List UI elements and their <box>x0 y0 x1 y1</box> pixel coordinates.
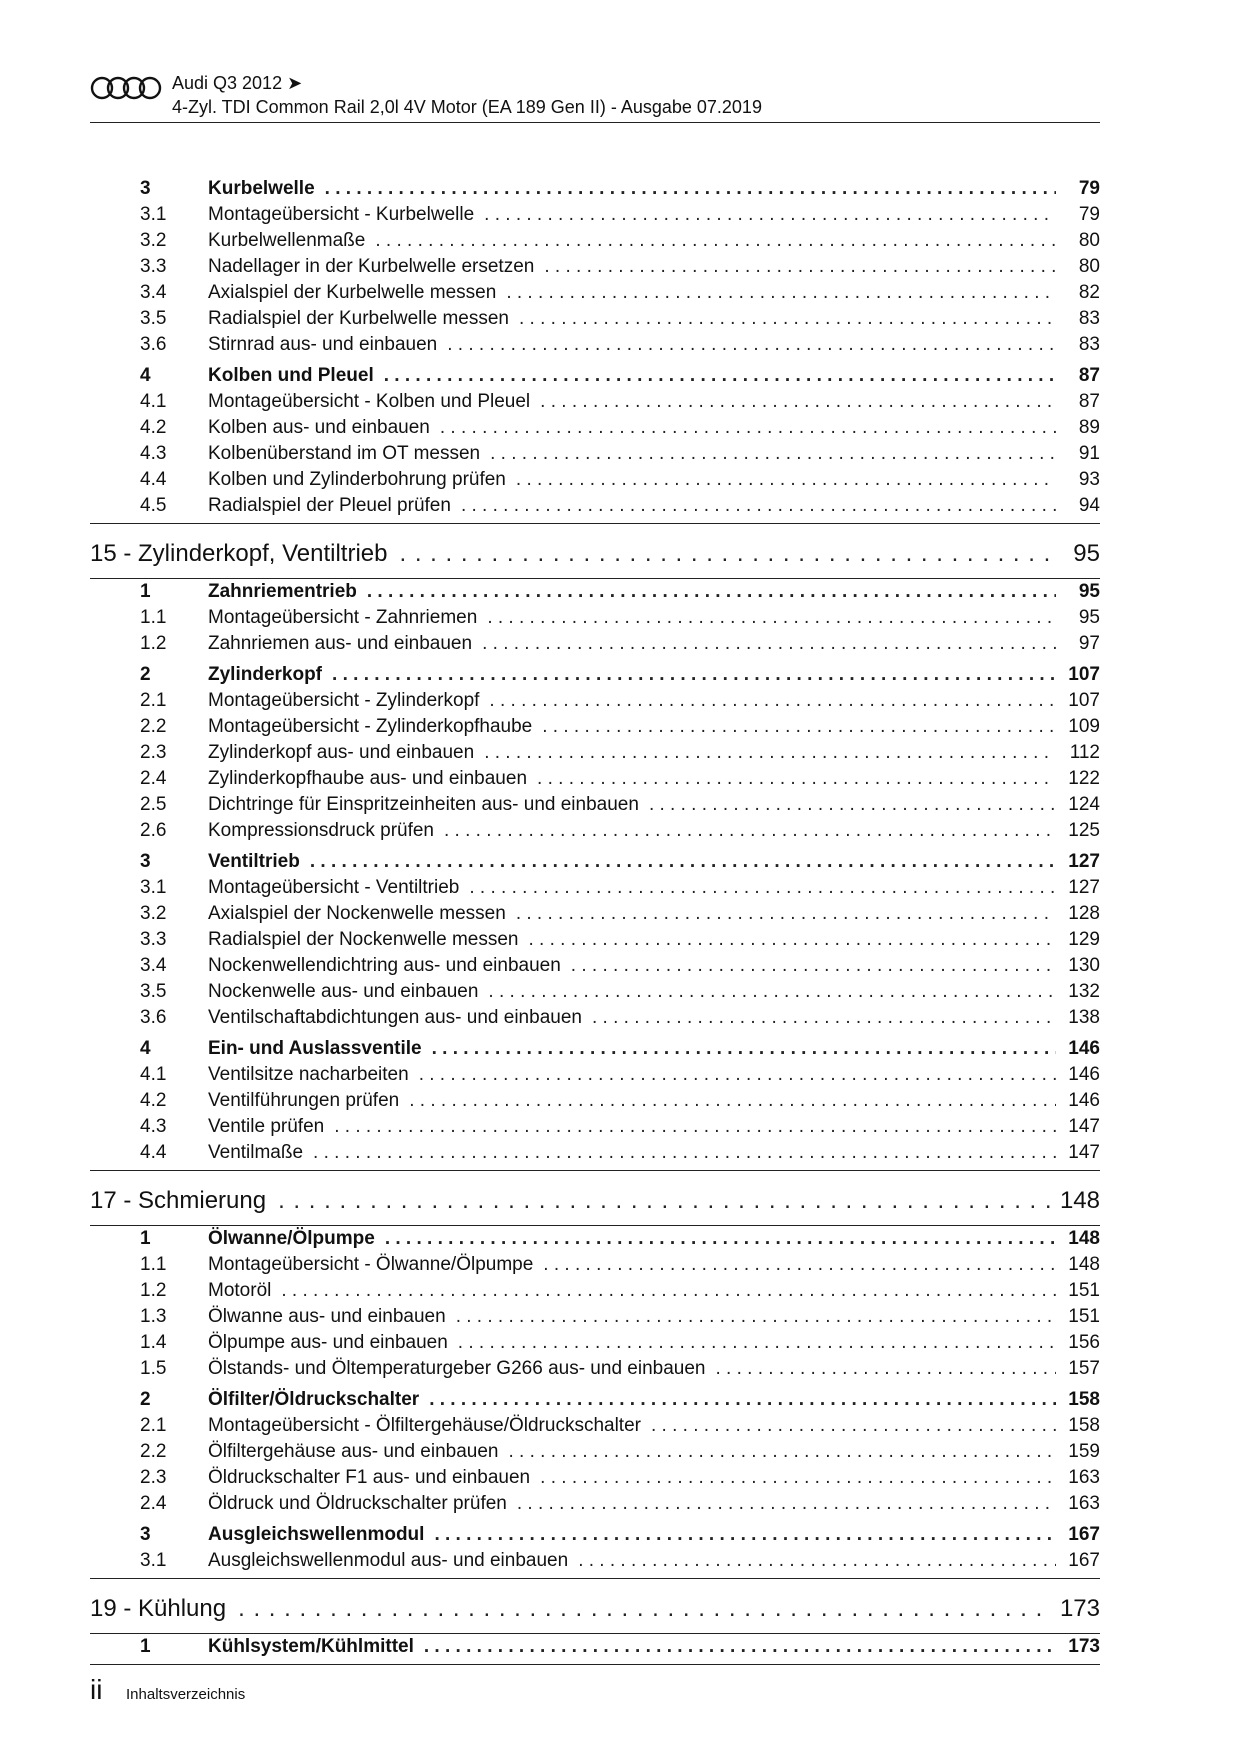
toc-page-number: 80 <box>1078 230 1100 251</box>
toc-leader-dots <box>649 794 1056 816</box>
toc-leader-dots <box>488 981 1056 1003</box>
toc-page-number: 173 <box>1059 1595 1100 1622</box>
toc-number: 1 <box>140 581 151 602</box>
toc-section-ein-und-auslassventile[interactable] <box>90 1038 1100 1064</box>
toc-leader-dots <box>458 1332 1056 1354</box>
toc-entry[interactable] <box>90 1280 1100 1306</box>
toc-number: 1.4 <box>140 1332 167 1353</box>
toc-leader-dots <box>508 1441 1056 1463</box>
toc-title: Zahnriementrieb <box>208 581 357 602</box>
toc-leader-dots <box>537 768 1056 790</box>
toc-number: 4.4 <box>140 1142 167 1163</box>
toc-entry[interactable] <box>90 256 1100 282</box>
toc-title: Montageübersicht - Ölfiltergehäuse/Öldruckschalter <box>208 1415 641 1436</box>
toc-entry[interactable] <box>90 1467 1100 1493</box>
toc-leader-dots <box>375 230 1056 252</box>
toc-page-number: 82 <box>1078 282 1100 303</box>
toc-leader-dots <box>542 716 1056 738</box>
toc-leader-dots <box>313 1142 1056 1164</box>
toc-leader-dots <box>325 178 1056 200</box>
toc-number: 2.1 <box>140 690 167 711</box>
toc-page-number: 159 <box>1068 1441 1100 1462</box>
toc-section-kolben-und-pleuel[interactable] <box>90 365 1100 391</box>
page-header <box>90 72 1100 124</box>
toc-leader-dots <box>334 1116 1056 1138</box>
toc-number: 2.2 <box>140 1441 167 1462</box>
toc-title: Kühlsystem/Kühlmittel <box>208 1636 414 1657</box>
toc-leader-dots <box>506 282 1056 304</box>
toc-leader-dots <box>424 1636 1056 1658</box>
toc-entry[interactable] <box>90 903 1100 929</box>
toc-page-number: 167 <box>1068 1524 1100 1545</box>
toc-title: Radialspiel der Kurbelwelle messen <box>208 308 509 329</box>
toc-number: 3.2 <box>140 903 167 924</box>
toc-number: 3.3 <box>140 929 167 950</box>
toc-entry[interactable] <box>90 1415 1100 1441</box>
toc-title: Ventilmaße <box>208 1142 304 1163</box>
toc-title: Axialspiel der Nockenwelle messen <box>208 903 506 924</box>
toc-chapter-19[interactable] <box>90 1585 1100 1634</box>
toc-page-number: 95 <box>1073 540 1100 567</box>
toc-title: Stirnrad aus- und einbauen <box>208 334 438 355</box>
toc-page-number: 79 <box>1078 178 1100 199</box>
toc-leader-dots <box>543 1254 1056 1276</box>
toc-page-number: 148 <box>1059 1187 1100 1214</box>
toc-number: 4 <box>140 365 151 386</box>
toc-entry[interactable] <box>90 443 1100 469</box>
toc-leader-dots <box>516 903 1056 925</box>
toc-title: Ventilschaftabdichtungen aus- und einbauen <box>208 1007 582 1028</box>
toc-number: 3 <box>140 178 151 199</box>
toc-number: 2.6 <box>140 820 167 841</box>
toc-entry[interactable] <box>90 282 1100 308</box>
toc-number: 3.1 <box>140 1550 167 1571</box>
toc-entry[interactable] <box>90 495 1100 524</box>
toc-entry[interactable] <box>90 820 1100 846</box>
toc-entry[interactable] <box>90 334 1100 360</box>
toc-leader-dots <box>517 1493 1056 1515</box>
toc-title: Kolben und Pleuel <box>208 365 374 386</box>
toc-leader-dots <box>384 365 1056 387</box>
toc-page-number: 107 <box>1068 664 1100 685</box>
toc-number: 1.3 <box>140 1306 167 1327</box>
toc-section-kurbelwelle[interactable] <box>90 178 1100 204</box>
toc-title: Ölstands- und Öltemperaturgeber G266 aus- und einbauen <box>208 1358 706 1379</box>
toc-section-zahnriementrieb[interactable] <box>90 581 1100 607</box>
toc-section-ventiltrieb[interactable] <box>90 851 1100 877</box>
toc-number: 1.2 <box>140 1280 167 1301</box>
toc-title: Kurbelwelle <box>208 178 315 199</box>
toc-entry[interactable] <box>90 742 1100 768</box>
toc-page-number: 167 <box>1068 1550 1100 1571</box>
toc-page-number: 158 <box>1068 1389 1100 1410</box>
toc-number: 1.2 <box>140 633 167 654</box>
toc-entry[interactable] <box>90 1441 1100 1467</box>
toc-title: Kompressionsdruck prüfen <box>208 820 434 841</box>
toc-entry[interactable] <box>90 469 1100 495</box>
toc-number: 4.5 <box>140 495 167 516</box>
toc-title: Kolben aus- und einbauen <box>208 417 430 438</box>
toc-number: 2.5 <box>140 794 167 815</box>
toc-number: 2 <box>140 664 151 685</box>
toc-title: Montageübersicht - Zylinderkopf <box>208 690 480 711</box>
toc-title: Montageübersicht - Kolben und Pleuel <box>208 391 531 412</box>
toc-entry[interactable] <box>90 794 1100 820</box>
toc-page-number: 91 <box>1078 443 1100 464</box>
toc-page-number: 130 <box>1068 955 1100 976</box>
toc-leader-dots <box>540 391 1056 413</box>
toc-section-kuehlsystem-kuehlmittel[interactable] <box>90 1636 1100 1662</box>
toc-page-number: 79 <box>1078 204 1100 225</box>
toc-entry[interactable] <box>90 716 1100 742</box>
toc-leader-dots <box>432 1038 1056 1060</box>
toc-number: 2.4 <box>140 1493 167 1514</box>
toc-page-number: 151 <box>1068 1306 1100 1327</box>
toc-page-number: 109 <box>1068 716 1100 737</box>
toc-number: 3.4 <box>140 282 167 303</box>
toc-page-number: 80 <box>1078 256 1100 277</box>
toc-title: Kurbelwellenmaße <box>208 230 366 251</box>
toc-number: 4.2 <box>140 417 167 438</box>
toc-entry[interactable] <box>90 391 1100 417</box>
footer-divider <box>90 1664 1100 1665</box>
toc-page-number: 89 <box>1078 417 1100 438</box>
toc-leader-dots <box>487 607 1056 629</box>
toc-entry[interactable] <box>90 1007 1100 1033</box>
toc-leader-dots <box>278 1187 1052 1215</box>
toc-number: 2.3 <box>140 742 167 763</box>
toc-entry[interactable] <box>90 1332 1100 1358</box>
toc-page-number: 94 <box>1078 495 1100 516</box>
toc-leader-dots <box>578 1550 1056 1572</box>
toc-number: 3.4 <box>140 955 167 976</box>
toc-title: Axialspiel der Kurbelwelle messen <box>208 282 497 303</box>
toc-page-number: 147 <box>1068 1142 1100 1163</box>
toc-leader-dots <box>447 334 1056 356</box>
footer-label: Inhaltsverzeichnis <box>126 1686 246 1703</box>
toc-section-ausgleichswellenmodul[interactable] <box>90 1524 1100 1550</box>
toc-entry[interactable] <box>90 877 1100 903</box>
toc-title: 17 - Schmierung <box>90 1187 267 1214</box>
toc-page-number: 132 <box>1068 981 1100 1002</box>
toc-title: Kolben und Zylinderbohrung prüfen <box>208 469 506 490</box>
toc-entry[interactable] <box>90 1306 1100 1332</box>
toc-leader-dots <box>715 1358 1056 1380</box>
toc-page-number: 158 <box>1068 1415 1100 1436</box>
toc-leader-dots <box>434 1524 1056 1546</box>
toc-title: Ölwanne aus- und einbauen <box>208 1306 446 1327</box>
toc-leader-dots <box>519 308 1056 330</box>
toc-entry[interactable] <box>90 1090 1100 1116</box>
toc-title: Ölfiltergehäuse aus- und einbauen <box>208 1441 499 1462</box>
toc-page-number: 163 <box>1068 1493 1100 1514</box>
toc-number: 2.4 <box>140 768 167 789</box>
toc-entry[interactable] <box>90 607 1100 633</box>
toc-title: Zylinderkopf <box>208 664 323 685</box>
page-number: ii <box>90 1674 103 1705</box>
table-of-contents <box>90 178 1100 1662</box>
toc-title: Dichtringe für Einspritzeinheiten aus- und einbauen <box>208 794 639 815</box>
toc-entry[interactable] <box>90 308 1100 334</box>
toc-page-number: 163 <box>1068 1467 1100 1488</box>
toc-leader-dots <box>516 469 1056 491</box>
toc-title: Öldruckschalter F1 aus- und einbauen <box>208 1467 531 1488</box>
toc-leader-dots <box>281 1280 1056 1302</box>
toc-number: 4.1 <box>140 391 167 412</box>
toc-title: Öldruck und Öldruckschalter prüfen <box>208 1493 507 1514</box>
toc-number: 1.1 <box>140 607 167 628</box>
toc-title: Ein- und Auslassventile <box>208 1038 422 1059</box>
toc-entry[interactable] <box>90 230 1100 256</box>
toc-title: Radialspiel der Nockenwelle messen <box>208 929 519 950</box>
toc-number: 3.6 <box>140 334 167 355</box>
toc-page-number: 95 <box>1078 581 1100 602</box>
toc-number: 4.3 <box>140 443 167 464</box>
toc-leader-dots <box>440 417 1056 439</box>
toc-leader-dots <box>482 633 1056 655</box>
toc-page-number: 87 <box>1078 365 1100 386</box>
toc-number: 2.3 <box>140 1467 167 1488</box>
toc-page-number: 95 <box>1078 607 1100 628</box>
toc-leader-dots <box>419 1064 1056 1086</box>
toc-leader-dots <box>461 495 1056 517</box>
toc-title: Montageübersicht - Ölwanne/Ölpumpe <box>208 1254 534 1275</box>
toc-number: 2 <box>140 1389 151 1410</box>
toc-page-number: 83 <box>1078 334 1100 355</box>
toc-title: Nockenwelle aus- und einbauen <box>208 981 479 1002</box>
toc-title: Nockenwellendichtring aus- und einbauen <box>208 955 561 976</box>
toc-page-number: 128 <box>1068 903 1100 924</box>
toc-entry[interactable] <box>90 1254 1100 1280</box>
toc-title: Motoröl <box>208 1280 272 1301</box>
toc-page-number: 157 <box>1068 1358 1100 1379</box>
toc-number: 4.1 <box>140 1064 167 1085</box>
toc-section-oelfilter-oeldruckschalter[interactable] <box>90 1389 1100 1415</box>
toc-leader-dots <box>385 1228 1056 1250</box>
toc-page-number: 125 <box>1068 820 1100 841</box>
toc-entry[interactable] <box>90 1064 1100 1090</box>
toc-number: 3.1 <box>140 204 167 225</box>
toc-number: 4 <box>140 1038 151 1059</box>
toc-leader-dots <box>238 1595 1052 1623</box>
toc-leader-dots <box>409 1090 1056 1112</box>
toc-page-number: 93 <box>1078 469 1100 490</box>
toc-leader-dots <box>469 877 1056 899</box>
toc-leader-dots <box>651 1415 1056 1437</box>
toc-entry[interactable] <box>90 929 1100 955</box>
toc-number: 3.5 <box>140 981 167 1002</box>
toc-page-number: 97 <box>1078 633 1100 654</box>
toc-number: 1.5 <box>140 1358 167 1379</box>
toc-title: Ventile prüfen <box>208 1116 325 1137</box>
toc-page-number: 151 <box>1068 1280 1100 1301</box>
toc-page-number: 148 <box>1068 1228 1100 1249</box>
toc-title: Zahnriemen aus- und einbauen <box>208 633 473 654</box>
audi-rings-logo <box>90 76 164 100</box>
toc-number: 3.6 <box>140 1007 167 1028</box>
toc-leader-dots <box>490 443 1056 465</box>
toc-section-oelwanne-oelpumpe[interactable] <box>90 1228 1100 1254</box>
toc-leader-dots <box>529 929 1057 951</box>
toc-number: 3.5 <box>140 308 167 329</box>
toc-page-number: 146 <box>1068 1090 1100 1111</box>
toc-page-number: 146 <box>1068 1038 1100 1059</box>
toc-page-number: 107 <box>1068 690 1100 711</box>
header-model: Audi Q3 2012 ➤ <box>172 73 303 93</box>
toc-number: 4.3 <box>140 1116 167 1137</box>
toc-title: Ausgleichswellenmodul aus- und einbauen <box>208 1550 569 1571</box>
toc-entry[interactable] <box>90 981 1100 1007</box>
toc-leader-dots <box>540 1467 1056 1489</box>
toc-number: 2.1 <box>140 1415 167 1436</box>
toc-leader-dots <box>444 820 1056 842</box>
toc-title: Ausgleichswellenmodul <box>208 1524 425 1545</box>
toc-leader-dots <box>592 1007 1056 1029</box>
toc-chapter-15[interactable] <box>90 530 1100 579</box>
toc-page-number: 83 <box>1078 308 1100 329</box>
toc-entry[interactable] <box>90 633 1100 659</box>
toc-entry[interactable] <box>90 955 1100 981</box>
toc-entry[interactable] <box>90 1142 1100 1171</box>
toc-entry[interactable] <box>90 1493 1100 1519</box>
toc-title: Ventilsitze nacharbeiten <box>208 1064 409 1085</box>
toc-number: 3.1 <box>140 877 167 898</box>
toc-entry[interactable] <box>90 1358 1100 1384</box>
toc-title: Ölwanne/Ölpumpe <box>208 1228 375 1249</box>
toc-number: 3 <box>140 1524 151 1545</box>
toc-title: 15 - Zylinderkopf, Ventiltrieb <box>90 540 388 567</box>
toc-title: Montageübersicht - Kurbelwelle <box>208 204 475 225</box>
toc-leader-dots <box>429 1389 1056 1411</box>
toc-section-zylinderkopf[interactable] <box>90 664 1100 690</box>
toc-title: Ölfilter/Öldruckschalter <box>208 1389 420 1410</box>
toc-leader-dots <box>484 742 1056 764</box>
toc-leader-dots <box>456 1306 1056 1328</box>
toc-title: Montageübersicht - Zylinderkopfhaube <box>208 716 533 737</box>
toc-page-number: 124 <box>1068 794 1100 815</box>
toc-number: 3.2 <box>140 230 167 251</box>
toc-page-number: 156 <box>1068 1332 1100 1353</box>
toc-title: Montageübersicht - Zahnriemen <box>208 607 478 628</box>
toc-number: 1 <box>140 1636 151 1657</box>
toc-title: Nadellager in der Kurbelwelle ersetzen <box>208 256 535 277</box>
toc-leader-dots <box>544 256 1056 278</box>
toc-number: 1 <box>140 1228 151 1249</box>
toc-leader-dots <box>571 955 1056 977</box>
toc-entry[interactable] <box>90 690 1100 716</box>
toc-entry[interactable] <box>90 1116 1100 1142</box>
header-subtitle: 4-Zyl. TDI Common Rail 2,0l 4V Motor (EA 189 Gen II) - Ausgabe 07.2019 <box>172 97 762 117</box>
toc-number: 2.2 <box>140 716 167 737</box>
toc-leader-dots <box>367 581 1056 603</box>
toc-title: Zylinderkopfhaube aus- und einbauen <box>208 768 528 789</box>
toc-page-number: 127 <box>1068 877 1100 898</box>
toc-number: 1.1 <box>140 1254 167 1275</box>
toc-title: Ölpumpe aus- und einbauen <box>208 1332 448 1353</box>
toc-entry[interactable] <box>90 1550 1100 1579</box>
toc-title: Montageübersicht - Ventiltrieb <box>208 877 460 898</box>
toc-page-number: 138 <box>1068 1007 1100 1028</box>
toc-number: 4.4 <box>140 469 167 490</box>
toc-leader-dots <box>399 540 1056 568</box>
toc-entry[interactable] <box>90 768 1100 794</box>
toc-number: 4.2 <box>140 1090 167 1111</box>
toc-page-number: 129 <box>1068 929 1100 950</box>
toc-title: 19 - Kühlung <box>90 1595 227 1622</box>
toc-title: Zylinderkopf aus- und einbauen <box>208 742 475 763</box>
toc-title: Ventiltrieb <box>208 851 300 872</box>
toc-leader-dots <box>484 204 1056 226</box>
toc-page-number: 87 <box>1078 391 1100 412</box>
toc-title: Kolbenüberstand im OT messen <box>208 443 481 464</box>
toc-chapter-17[interactable] <box>90 1177 1100 1226</box>
toc-title: Radialspiel der Pleuel prüfen <box>208 495 451 516</box>
toc-entry[interactable] <box>90 417 1100 443</box>
toc-page-number: 122 <box>1068 768 1100 789</box>
toc-leader-dots <box>310 851 1056 873</box>
header-divider <box>90 122 1100 123</box>
toc-page-number: 147 <box>1068 1116 1100 1137</box>
toc-page-number: 112 <box>1069 742 1100 763</box>
toc-leader-dots <box>332 664 1056 686</box>
toc-page-number: 146 <box>1068 1064 1100 1085</box>
toc-title: Ventilführungen prüfen <box>208 1090 400 1111</box>
toc-page-number: 127 <box>1068 851 1100 872</box>
toc-number: 3.3 <box>140 256 167 277</box>
toc-entry[interactable] <box>90 204 1100 230</box>
toc-page-number: 173 <box>1068 1636 1100 1657</box>
toc-leader-dots <box>489 690 1056 712</box>
toc-page-number: 148 <box>1068 1254 1100 1275</box>
toc-number: 3 <box>140 851 151 872</box>
